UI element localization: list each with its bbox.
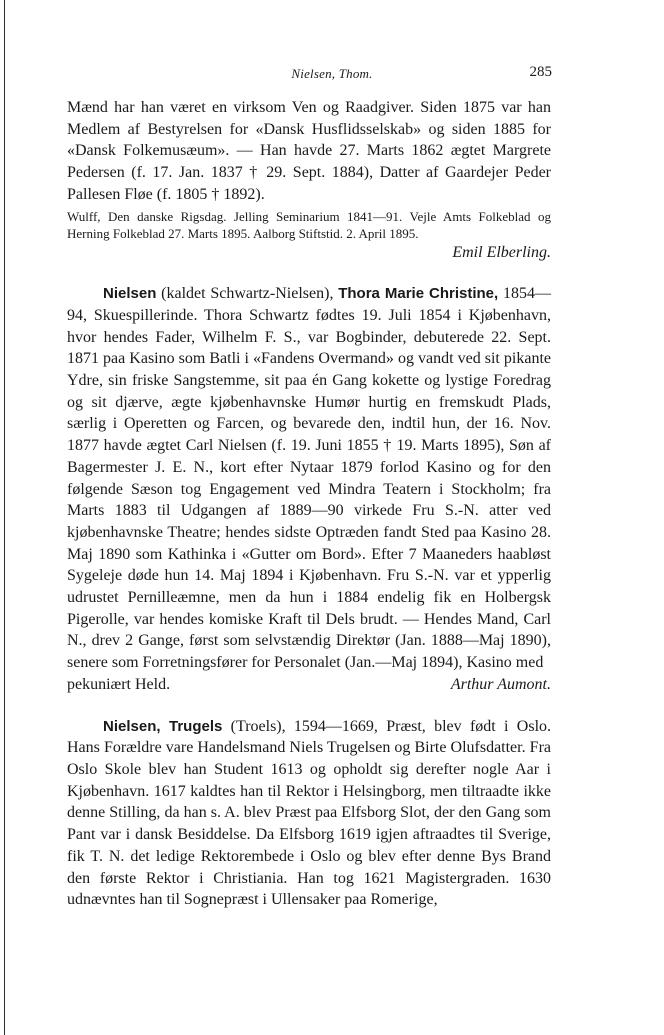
running-title: Nielsen, Thom. bbox=[291, 66, 373, 81]
entry-thora-surname: Nielsen bbox=[103, 285, 157, 303]
text-column bbox=[67, 97, 551, 911]
entry-thora-closing-line bbox=[67, 674, 551, 696]
entry-thora-body: 1854—94, Skuespillerinde. Thora Schwartz fødtes 19. Juli 1854 i Kjøbenhavn, hvor hendes Fader, Wilhelm F. S., var Bogbinder, debuterede 22. Sept. 1871 paa Kasino som Batli i «Fandens Overmand» og vandt ved sit pikante Ydre, sin friske Sangstemme, sit paa én Gang kokette og lystige Foredrag og sit djærve, ægte kjøbenhavnske Humør hurtig en fremskudt Plads, særlig i Operetten og Farcen, og bevarede den, indtil hun, der 16. Nov. 1877 havde ægtet Carl Nielsen (f. 19. Juni 1855 † 19. Marts 1895), Søn af Bagermester J. E. N., kort efter Nytaar 1879 forlod Kasino og for den følgende Sæson tog Engagement ved Mindra Teatern i Stockholm; fra Marts 1883 til Udgangen af 1889—90 virkede Fru S.-N. atter ved kjøbenhavnske Theatre; hendes sidste Optræden fandt Sted paa Kasino 28. Maj 1890 som Kathinka i «Gutter om Bord». Efter 7 Maaneders haabløst Sygeleje døde hun 14. Maj 1894 i Kjøbenhavn. Fru S.-N. var et ypperlig udrustet Pernilleæmne, men da hun i 1884 endelig fik en Holbergsk Pigerolle, var hendes komiske Kraft til Dels brudt. — Hendes Mand, Carl N., drev 2 Gange, først som selvstændig Direktør (Jan. 1888—Maj 1890), senere som Forretningsfører for Personalet (Jan.—Maj 1894), Kasino med bbox=[67, 285, 551, 672]
block1-text: Mænd har han været en virksom Ven og Raadgiver. Siden 1875 var han Medlem af Bestyrelsen for «Dansk Husflidsselskab» og siden 1885 for «Dansk Folkemusæum». — Han havde 27. Marts 1862 ægtet Margrete Pedersen (f. 17. Jan. 1837 † 29. Sept. 1884), Datter af Gaardejer Peder Pallesen Fløe (f. 1805 † 1892). bbox=[67, 99, 551, 203]
page-edge-rule bbox=[4, 0, 5, 1035]
entry-trugels-body: (Troels), 1594—1669, Præst, blev født i Oslo. Hans Forældre vare Handelsmand Niels Trugelsen og Birte Olufsdatter. Fra Oslo Skole blev han Student 1613 og opholdt sig derefter nogle Aar i Kjøbenhavn. 1617 kaldtes han til Rektor i Helsingborg, men tiltraadte ikke denne Stilling, da han s. A. blev Præst paa Elfsborg Slot, der den Gang som Pant var i dansk Besiddelse. Da Elfsborg 1619 igjen aftraadtes til Sverige, fik T. N. det ledige Rektorembede i Oslo og blev efter denne Bys Brand den første Rektor i Christiania. Han tog 1621 Magistergraden. 1630 udnævntes han til Sognepræst i Ullensaker paa Romerige, bbox=[67, 717, 552, 909]
entry-thora-aka: (kaldet Schwartz-Nielsen), bbox=[156, 285, 339, 303]
entry-thora-author: Arthur Aumont. bbox=[450, 675, 551, 693]
block1-author: Emil Elberling. bbox=[452, 243, 551, 261]
entry-thora-given-names: Thora Marie Christine, bbox=[338, 285, 499, 303]
entry-thora-nielsen bbox=[67, 283, 551, 674]
block1-references: Wulff, Den danske Rigsdag. Jelling Seminarium 1841—91. Vejle Amts Folkeblad og Herning Folkeblad 27. Marts 1895. Aalborg Stiftstid. 2. April 1895. bbox=[67, 208, 551, 241]
entry-thora-last-words: pekuniært Held. bbox=[67, 675, 171, 693]
entry-trugels-nielsen bbox=[67, 716, 551, 911]
page-number: 285 bbox=[529, 64, 552, 80]
entry-trugels-name: Nielsen, Trugels bbox=[103, 717, 223, 735]
